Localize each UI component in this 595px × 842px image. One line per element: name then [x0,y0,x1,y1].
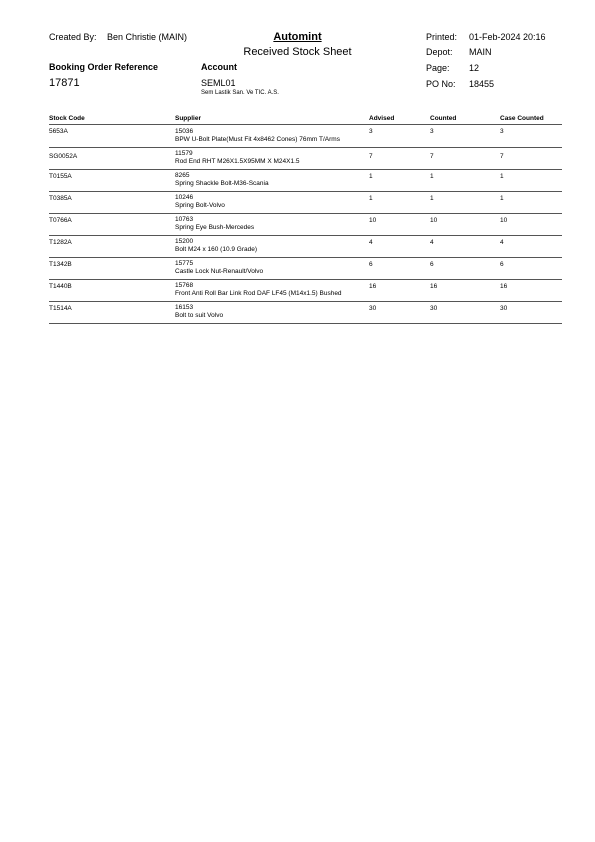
item-description: Bolt to suit Volvo [175,312,224,319]
row-divider [49,147,562,148]
col-header-advised: Advised [369,115,395,122]
advised-qty: 10 [369,217,377,224]
row-divider [49,213,562,214]
supplier-code: 10246 [175,194,194,201]
table-row [0,127,595,149]
stock-code: SG0052A [49,153,78,160]
printed-label: Printed: [426,32,458,42]
counted-qty: 16 [430,283,438,290]
supplier-code: 15036 [175,128,194,135]
po-label: PO No: [426,79,456,89]
table-row [0,303,595,325]
item-description: Castle Lock Nut-Renault/Volvo [175,268,264,275]
counted-qty: 6 [430,261,434,268]
account-code: SEML01 [201,78,236,88]
case-counted-qty: 7 [500,153,504,160]
booking-ref-label: Booking Order Reference [49,62,159,72]
item-description: Spring Shackle Bolt-M36-Scania [175,180,269,187]
row-divider [49,191,562,192]
supplier-code: 11579 [175,150,193,157]
row-divider [49,257,562,258]
created-by-value: Ben Christie (MAIN) [107,32,188,42]
case-counted-qty: 6 [500,261,504,268]
table-row [0,237,595,259]
stock-code: T0155A [49,173,72,180]
case-counted-qty: 1 [500,173,504,180]
advised-qty: 4 [369,239,373,246]
table-row [0,215,595,237]
printed-value: 01-Feb-2024 20:16 [469,32,546,42]
table-row [0,171,595,193]
booking-ref-value: 17871 [49,77,80,89]
case-counted-qty: 16 [500,283,508,290]
created-by-label: Created By: [49,32,97,42]
supplier-code: 15768 [175,282,194,289]
supplier-code: 10763 [175,216,194,223]
table-row [0,281,595,303]
row-divider [49,279,562,280]
case-counted-qty: 30 [500,305,508,312]
counted-qty: 7 [430,153,434,160]
stock-code: T0766A [49,217,72,224]
page-number: 12 [469,63,480,73]
case-counted-qty: 1 [500,195,504,202]
case-counted-qty: 10 [500,217,508,224]
page-label: Page: [426,63,450,73]
col-header-supplier: Supplier [175,115,202,122]
depot-label: Depot: [426,47,453,57]
advised-qty: 1 [369,195,373,202]
table-row [0,193,595,215]
stock-code: T1282A [49,239,72,246]
item-description: BPW U-Bolt Plate(Must Fit 4x8462 Cones) 76mm T/Arms [175,136,340,143]
item-description: Spring Eye Bush-Mercedes [175,224,255,231]
stock-code: T1514A [49,305,72,312]
row-divider [49,301,562,302]
item-description: Front Anti Roll Bar Link Rod DAF LF45 (M14x1.5) Bushed [175,290,342,297]
supplier-code: 15775 [175,260,194,267]
case-counted-qty: 3 [500,128,504,135]
row-divider [49,169,562,170]
row-divider [49,235,562,236]
case-counted-qty: 4 [500,239,504,246]
counted-qty: 1 [430,195,434,202]
company-name: Automint [273,31,322,43]
advised-qty: 7 [369,153,373,160]
advised-qty: 6 [369,261,373,268]
item-description: Bolt M24 x 160 (10.9 Grade) [175,246,258,253]
col-header-counted: Counted [430,115,457,122]
table-row [0,149,595,171]
header-rule [49,124,562,125]
po-number: 18455 [469,79,495,89]
supplier-code: 15200 [175,238,194,245]
counted-qty: 3 [430,128,434,135]
col-header-stock-code: Stock Code [49,115,85,122]
account-name: Sem Lastik San. Ve TIC. A.S. [201,90,279,96]
item-description: Rod End RHT M26X1.5X95MM X M24X1.5 [175,158,300,165]
advised-qty: 16 [369,283,377,290]
account-label: Account [201,62,237,72]
advised-qty: 30 [369,305,377,312]
supplier-code: 8265 [175,172,190,179]
depot-value: MAIN [469,47,492,57]
row-divider [49,323,562,324]
stock-code: 5653A [49,128,68,135]
counted-qty: 1 [430,173,434,180]
stock-code: T1440B [49,283,72,290]
table-row [0,259,595,281]
advised-qty: 3 [369,128,373,135]
counted-qty: 10 [430,217,438,224]
advised-qty: 1 [369,173,373,180]
col-header-case-counted: Case Counted [500,115,544,122]
stock-code: T1342B [49,261,72,268]
counted-qty: 4 [430,239,434,246]
sheet-title: Received Stock Sheet [243,46,352,58]
stock-code: T0385A [49,195,72,202]
supplier-code: 16153 [175,304,194,311]
item-description: Spring Bolt-Volvo [175,202,225,209]
counted-qty: 30 [430,305,438,312]
